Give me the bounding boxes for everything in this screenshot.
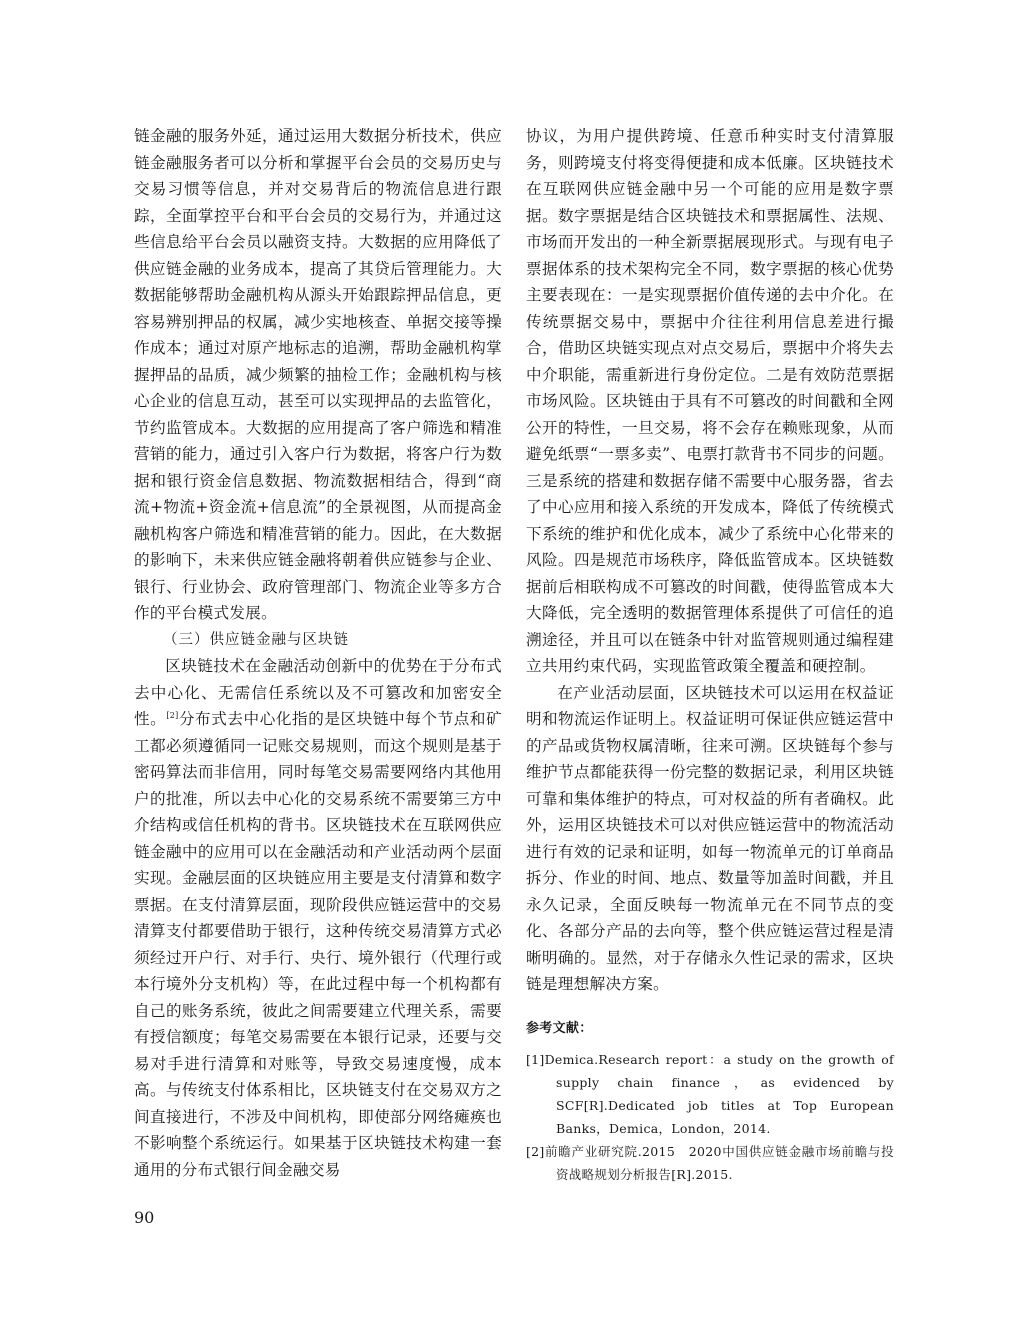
reference-item: [1]Demica.Research report：a study on the growth of supply chain finance，as evidenced by SCF[R].Dedicated job titles at Top European Banks，Demica，London，2014. <box>526 1052 894 1136</box>
reference-item: [2]前瞻产业研究院.2015 2020中国供应链金融市场前瞻与投资战略规划分析报告[R].2015. <box>526 1144 894 1182</box>
left-column <box>134 123 502 1183</box>
body-text: 区块链技术在金融活动创新中的优势在于分布式去中心化、无需信任系统以及不可篡改和加密安全性。 <box>134 657 502 728</box>
body-text: 分布式去中心化指的是区块链中每个节点和矿工都必须遵循同一记账交易规则，而这个规则是基于密码算法而非信用，同时每笔交易需要网络内其他用户的批准，所以去中心化的交易系统不需要第三方中介结构或信任机构的背书。区块链技术在互联网供应链金融中的应用可以在金融活动和产业活动两个层面实现。金融层面的区块链应用主要是支付清算和数字票据。在支付清算层面，现阶段供应链运营中的交易清算支付都要借助于银行，这种传统交易清算方式必须经过开户行、对手行、央行、境外银行（代理行或本行境外分支机构）等，在此过程中每一个机构都有自己的账务系统，彼此之间需要建立代理关系，需要有授信额度；每笔交易需要在本银行记录，还要与交易对手进行清算和对账等，导致交易速度慢，成本高。与传统支付体系相比，区块链支付在交易双方之间直接进行，不涉及中间机构，即使部分网络瘫痪也不影响整个系统运行。如果基于区块链技术构建一套通用的分布式银行间金融交易 <box>134 710 502 1179</box>
body-paragraph: 在产业活动层面，区块链技术可以运用在权益证明和物流运作证明上。权益证明可保证供应链运营中的产品或货物权属清晰，往来可溯。区块链每个参与维护节点都能获得一份完整的数据记录，利用区块链可靠和集体维护的特点，可对权益的所有者确权。此外，运用区块链技术可以对供应链运营中的物流活动进行有效的记录和证明，如每一物流单元的订单商品拆分、作业的时间、地点、数量等加盖时间戳，并且永久记录，全面反映每一物流单元在不同节点的变化、各部分产品的去向等，整个供应链运营过程是清晰明确的。显然，对于存储永久性记录的需求，区块链是理想解决方案。 <box>526 683 894 993</box>
page-number: 90 <box>134 1208 155 1227</box>
citation-marker: [2] <box>166 710 179 720</box>
references-heading: 参考文献： <box>526 1020 593 1036</box>
body-paragraph: 协议，为用户提供跨境、任意币种实时支付清算服务，则跨境支付将变得便捷和成本低廉。区块链技术在互联网供应链金融中另一个可能的应用是数字票据。数字票据是结合区块链技术和票据属性、法规、市场而开发出的一种全新票据展现形式。与现有电子票据体系的技术架构完全不同，数字票据的核心优势主要表现在：一是实现票据价值传递的去中介化。在传统票据交易中，票据中介往往利用信息差进行撮合，借助区块链实现点对点交易后，票据中介将失去中介职能，需重新进行身份定位。二是有效防范票据市场风险。区块链由于具有不可篡改的时间戳和全网公开的特性，一旦交易，将不会存在赖账现象，从而避免纸票“一票多卖”、电票打款背书不同步的问题。三是系统的搭建和数据存储不需要中心服务器，省去了中心应用和接入系统的开发成本，降低了传统模式下系统的维护和优化成本，减少了系统中心化带来的风险。四是规范市场秩序，降低监管成本。区块链数据前后相联构成不可篡改的时间戳，使得监管成本大大降低，完全透明的数据管理体系提供了可信任的追溯途径，并且可以在链条中针对监管规则通过编程建立共用约束代码，实现监管政策全覆盖和硬控制。 <box>526 127 894 675</box>
right-column <box>526 123 894 1186</box>
body-paragraph: 链金融的服务外延，通过运用大数据分析技术，供应链金融服务者可以分析和掌握平台会员的交易历史与交易习惯等信息，并对交易背后的物流信息进行跟踪，全面掌控平台和平台会员的交易行为，并通过这些信息给平台会员以融资支持。大数据的应用降低了供应链金融的业务成本，提高了其贷后管理能力。大数据能够帮助金融机构从源头开始跟踪押品信息，更容易辨别押品的权属，减少实地核查、单据交接等操作成本；通过对原产地标志的追溯，帮助金融机构掌握押品的品质，减少频繁的抽检工作；金融机构与核心企业的信息互动，甚至可以实现押品的去监管化，节约监管成本。大数据的应用提高了客户筛选和精准营销的能力，通过引入客户行为数据，将客户行为数据和银行资金信息数据、物流数据相结合，得到“商流+物流+资金流+信息流”的全景视图，从而提高金融机构客户筛选和精准营销的能力。因此，在大数据的影响下，未来供应链金融将朝着供应链参与企业、银行、行业协会、政府管理部门、物流企业等多方合作的平台模式发展。 <box>134 127 502 622</box>
body-paragraph <box>134 653 502 1183</box>
section-subheading: （三）供应链金融与区块链 <box>163 631 349 648</box>
